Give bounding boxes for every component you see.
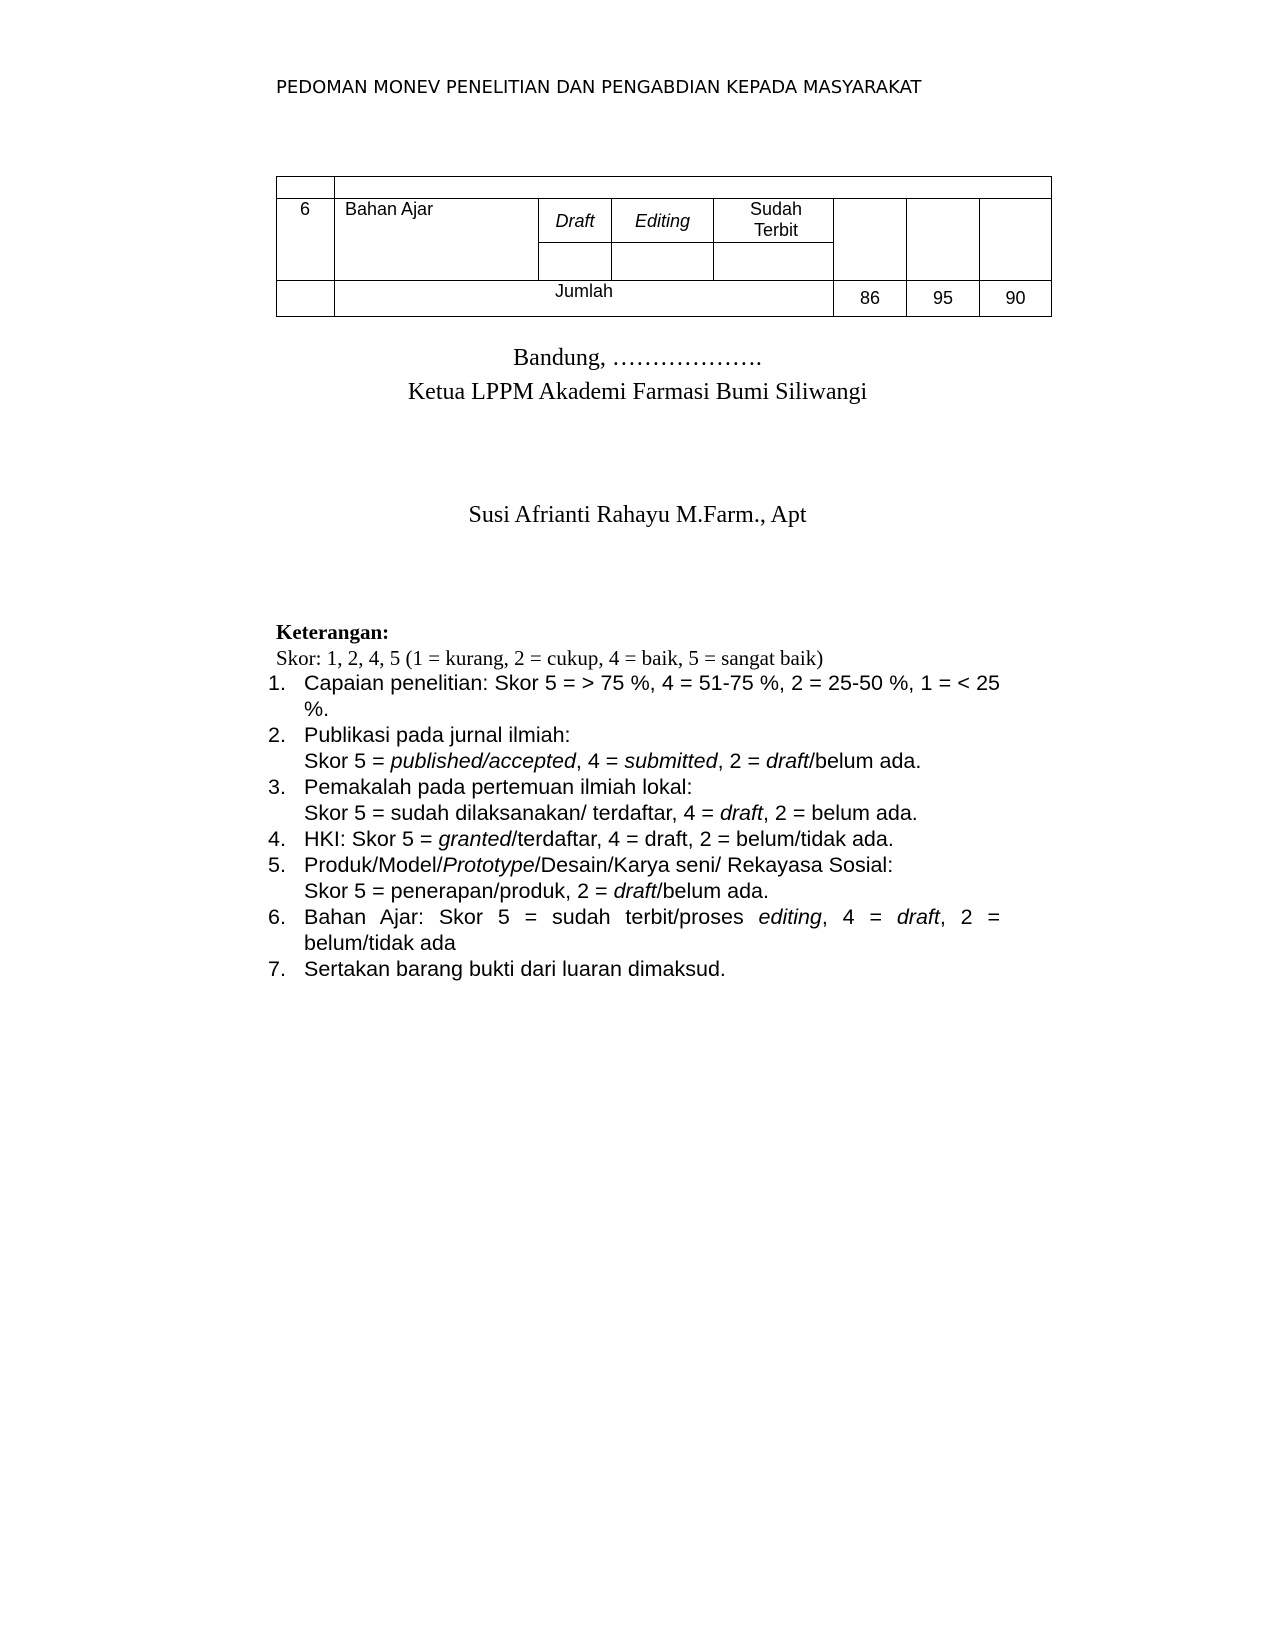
text-run: Publikasi pada jurnal ilmiah: [304,723,571,747]
list-number: 2. [268,723,286,747]
text-run: Pemakalah pada pertemuan ilmiah lokal: [304,775,693,799]
list-number: 3. [268,775,286,799]
italic-text: editing [758,905,822,929]
text-run: /Desain/Karya seni/ Rekayasa Sosial: [534,853,894,877]
italic-text: Prototype [442,853,535,877]
list-item [268,852,1000,904]
signature-place-date: Bandung, ………………. [513,345,762,371]
italic-text: submitted [624,749,718,773]
row-number: 6 [300,199,311,219]
text-run: Skor 5 = penerapan/produk, 2 = [304,879,614,903]
text-run: , 2 = belum/tidak ada [304,905,1000,955]
row-label: Bahan Ajar [345,199,434,219]
list-number: 7. [268,957,286,981]
text-run: Produk/Model/ [304,853,443,877]
table-line [276,176,1052,177]
list-item [268,956,1000,982]
table-line [538,242,834,243]
italic-text: draft [719,801,763,825]
total-value-3: 90 [1005,288,1026,308]
text-run: Sertakan barang bukti dari luaran dimaksud. [304,957,726,981]
list-number: 6. [268,905,286,929]
text-run: Bahan Ajar: Skor 5 = sudah terbit/proses [304,905,759,929]
list-item [268,670,1000,722]
text-run: Skor 5 = [304,749,391,773]
notes-list [268,670,1000,982]
option-draft: Draft [555,211,595,231]
signature-position: Ketua LPPM Akademi Farmasi Bumi Siliwangi [407,379,868,405]
list-item [268,904,1000,956]
list-number: 5. [268,853,286,877]
text-run: /terdaftar, 4 = draft, 2 = belum/tidak ada. [511,827,894,851]
notes-score-line: Skor: 1, 2, 4, 5 (1 = kurang, 2 = cukup, 4 = baik, 5 = sangat baik) [276,646,824,670]
list-text [304,774,1000,826]
table-line [276,176,277,317]
table-line [713,198,714,281]
list-text [304,722,1000,774]
total-value-1: 86 [859,288,881,308]
text-run: /belum ada. [809,749,922,773]
list-number: 1. [268,671,286,695]
text-run: Skor 5 = sudah dilaksanakan/ terdaftar, 4 = [304,801,720,825]
italic-text: draft [613,879,657,903]
evaluation-table [276,176,1052,316]
table-line [1051,176,1052,317]
list-item [268,826,1000,852]
list-item [268,722,1000,774]
text-run: Capaian penelitian: Skor 5 = > 75 %, 4 = 51-75 %, 2 = 25-50 %, 1 = < 25 %. [304,671,1000,721]
total-value-2: 95 [932,288,954,308]
page-header: PEDOMAN MONEV PENELITIAN DAN PENGABDIAN KEPADA MASYARAKAT [276,77,922,98]
list-text [304,852,1000,904]
signature-name: Susi Afrianti Rahayu M.Farm., Apt [468,502,807,528]
text-run: HKI: Skor 5 = [304,827,439,851]
list-text [304,826,1000,852]
option-sudah-terbit: Sudah Terbit [749,199,803,240]
italic-text: draft [765,749,810,773]
total-label: Jumlah [554,281,614,301]
option-editing: Editing [634,211,691,231]
italic-text: granted [438,827,512,851]
italic-text: draft [896,905,940,929]
notes-title: Keterangan: [276,620,390,644]
text-run: /belum ada. [656,879,769,903]
list-number: 4. [268,827,286,851]
italic-text: published/accepted [390,749,576,773]
text-run: , 4 = [821,905,897,929]
table-line [276,316,1052,317]
list-text [304,904,1000,956]
text-run: , 2 = belum ada. [762,801,918,825]
list-item [268,774,1000,826]
text-run: , 2 = [717,749,766,773]
list-text [304,670,1000,722]
list-text [304,956,1000,982]
text-run: , 4 = [575,749,625,773]
